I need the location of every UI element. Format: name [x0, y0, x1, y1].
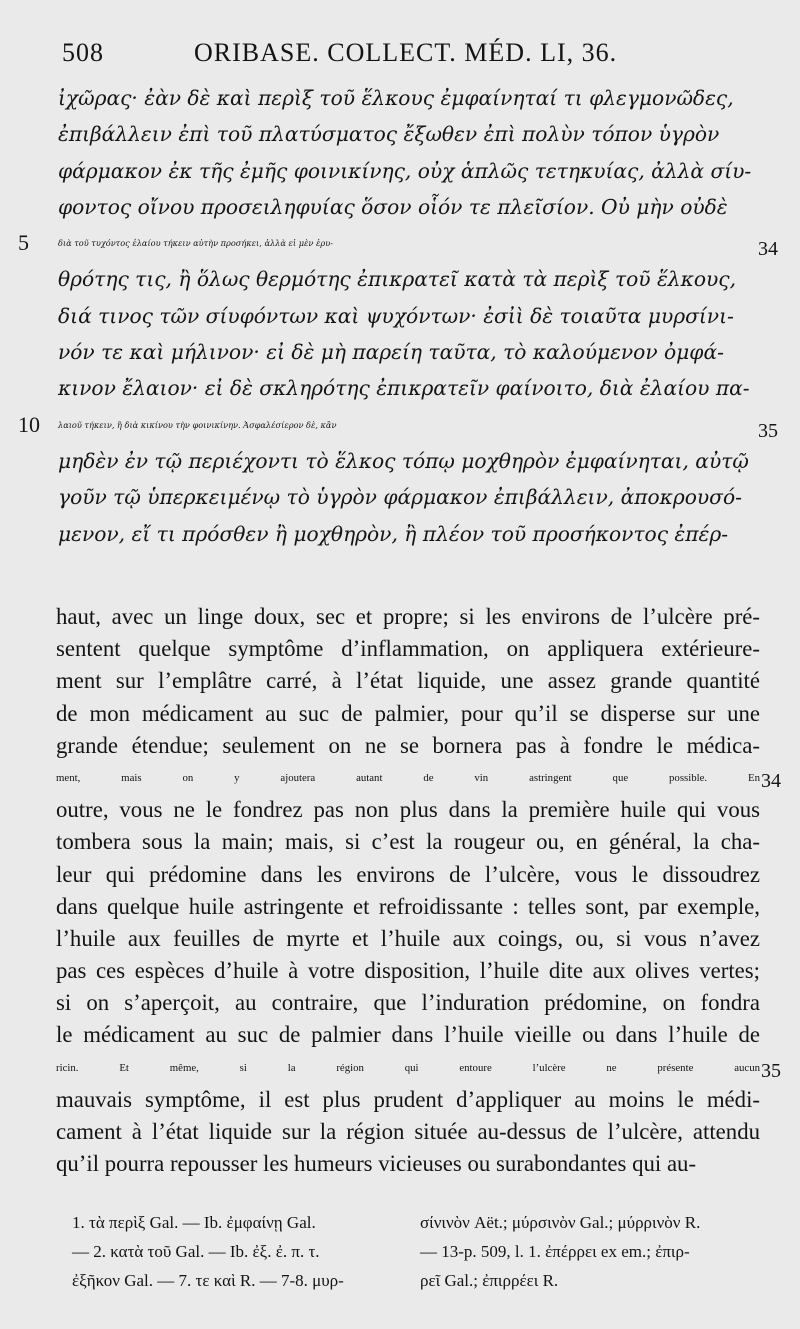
greek-line: [58, 443, 773, 479]
french-translation-block: [56, 601, 781, 1180]
line-text: ricin. Et même, si la région qui entoure l’ulcère ne présente aucun: [56, 1061, 760, 1074]
footnotes-left-column: [72, 1208, 412, 1295]
footnote-line: 1. τὰ περὶξ Gal. — Ib. ἐμφαίνῃ Gal.: [72, 1213, 316, 1232]
greek-text-block: [18, 80, 778, 552]
greek-line: [58, 189, 773, 225]
french-line: haut, avec un linge doux, sec et propre; si les environs de l’ulcère pré-: [56, 604, 760, 629]
page-number: 508: [62, 38, 104, 67]
line-text: νόν τε καὶ μήλινον· εἰ δὲ μὴ παρείη ταῦτα, τὸ καλούμενον ὀμφά-: [58, 340, 724, 365]
french-line: outre, vous ne le fondrez pas non plus dans la première huile qui vous: [56, 797, 760, 823]
french-line: dans quelque huile astringente et refroidissante : telles sont, par exemple,: [56, 893, 760, 919]
french-line: pas ces espèces d’huile à votre disposition, l’huile dite aux olives vertes;: [56, 958, 760, 984]
footnote-line: ρεῖ Gal.; ἐπιρρέει R.: [420, 1271, 559, 1290]
line-text: ἐπιβάλλειν ἐπὶ τοῦ πλατύσματος ἔξωθεν ἐπὶ πολὺν τόπον ὑγρὸν: [58, 122, 720, 147]
line-text: θρότης τις, ἢ ὅλως θερμότης ἐπικρατεῖ κατὰ τὰ περὶξ τοῦ ἕλκους,: [58, 267, 736, 292]
french-line: grande étendue; seulement on ne se bornera pas à fondre le médica-: [56, 732, 760, 758]
french-line: [56, 762, 781, 794]
running-title: ORIBASE. COLLECT. MÉD. LI, 36.: [194, 38, 618, 67]
margin-reference: 34: [761, 769, 781, 792]
french-line: leur qui prédomine dans les environs de l’ulcère, vous le dissoudrez: [56, 861, 760, 887]
footnotes-right-column: [420, 1208, 765, 1295]
greek-line: [58, 261, 773, 297]
margin-reference: 35: [758, 419, 778, 442]
line-text: ment, mais on y ajoutera autant de vin astringent que possible. En: [56, 771, 760, 784]
french-line: de mon médicament au suc de palmier, pour qu’il se disperse sur une: [56, 700, 760, 726]
line-text: διὰ τοῦ τυχόντος ἐλαίου τήκειν αὐτὴν προσήκει, ἀλλὰ εἰ μὲν ἐρυ-: [58, 238, 333, 249]
line-text: φάρμακον ἐκ τῆς ἐμῆς φοινικίνης, οὐχ ἁπλῶς τετηκυίας, ἀλλὰ σίυ-: [58, 158, 752, 183]
french-line: cament à l’état liquide sur la région située au-dessus de l’ulcère, attendu: [56, 1119, 760, 1144]
line-text: λαιοῦ τήκειν, ἢ διὰ κικίνου τὴν φοινικίνην. Ἀσφαλέσίερον δὲ, κἂν: [58, 419, 337, 430]
line-number: 10: [18, 411, 40, 437]
line-text: κινον ἔλαιον· εἰ δὲ σκληρότης ἐπικρατεῖν φαίνοιτο, διὰ ἐλαίου πα-: [58, 376, 750, 401]
greek-line: [58, 479, 773, 515]
line-number: 5: [18, 230, 29, 256]
margin-reference: 34: [758, 238, 778, 261]
french-line: mauvais symptôme, il est plus prudent d’appliquer au moins le médi-: [56, 1086, 760, 1112]
footnote-line: ἐξῆκον Gal. — 7. τε καὶ R. — 7-8. μυρ-: [72, 1271, 344, 1290]
greek-line: [58, 116, 773, 152]
line-text: φοντος οἴνου προσειληφυίας ὅσον οἷόν τε πλεῖσίον. Οὐ μὴν οὐδὲ: [58, 194, 728, 219]
french-line: l’huile aux feuilles de myrte et l’huile aux coings, ou, si vous n’avez: [56, 925, 760, 951]
french-line: [56, 1052, 781, 1084]
french-line: ment sur l’emplâtre carré, à l’état liquide, une assez grande quantité: [56, 668, 760, 694]
line-text: γοῦν τῷ ὑπερκειμένῳ τὸ ὑγρὸν φάρμακον ἐπιβάλλειν, ἀποκρουσό-: [58, 485, 742, 510]
greek-line: [58, 370, 773, 406]
footnote-line: — 13-p. 509, l. 1. ἐπέρρει ex em.; ἐπιρ-: [420, 1242, 690, 1261]
french-line: sentent quelque symptôme d’inflammation, on appliquera extérieure-: [56, 636, 760, 662]
greek-line: [58, 298, 773, 334]
greek-line: [58, 80, 773, 116]
french-line: tombera sous la main; mais, si c’est la rougeur ou, en général, la cha-: [56, 829, 760, 855]
footnote-line: — 2. κατὰ τοῦ Gal. — Ib. ἐξ. ἐ. π. τ.: [72, 1242, 320, 1261]
greek-line: [58, 516, 773, 552]
line-text: μενον, εἴ τι πρόσθεν ἢ μοχθηρὸν, ἢ πλέον τοῦ προσήκοντος ἐπέρ-: [58, 521, 729, 546]
line-text: διά τινος τῶν σίυφόντων καὶ ψυχόντων· ἐσἰὶ δὲ τοιαῦτα μυρσίνι-: [58, 303, 734, 328]
footnote-line: σίνινὸν Aët.; μύρσινὸν Gal.; μύρρινὸν R.: [420, 1213, 701, 1232]
greek-line: [18, 407, 778, 443]
line-text: μηδὲν ἐν τῷ περιέχοντι τὸ ἕλκος τόπῳ μοχθηρὸν ἐμφαίνηται, αὐτῷ: [58, 448, 749, 473]
margin-reference: 35: [761, 1059, 781, 1082]
greek-line: [18, 225, 778, 261]
line-text: ἰχῶρας· ἐὰν δὲ καὶ περὶξ τοῦ ἕλκους ἐμφαίνηταί τι φλεγμονῶδες,: [58, 86, 734, 110]
greek-line: [58, 153, 773, 189]
greek-line: [58, 334, 773, 370]
french-line: le médicament au suc de palmier dans l’huile vieille ou dans l’huile de: [56, 1022, 760, 1048]
french-line: si on s’aperçoit, au contraire, que l’induration prédomine, on fondra: [56, 990, 760, 1016]
french-line: qu’il pourra repousser les humeurs vicieuses ou surabondantes qui au-: [56, 1151, 697, 1177]
